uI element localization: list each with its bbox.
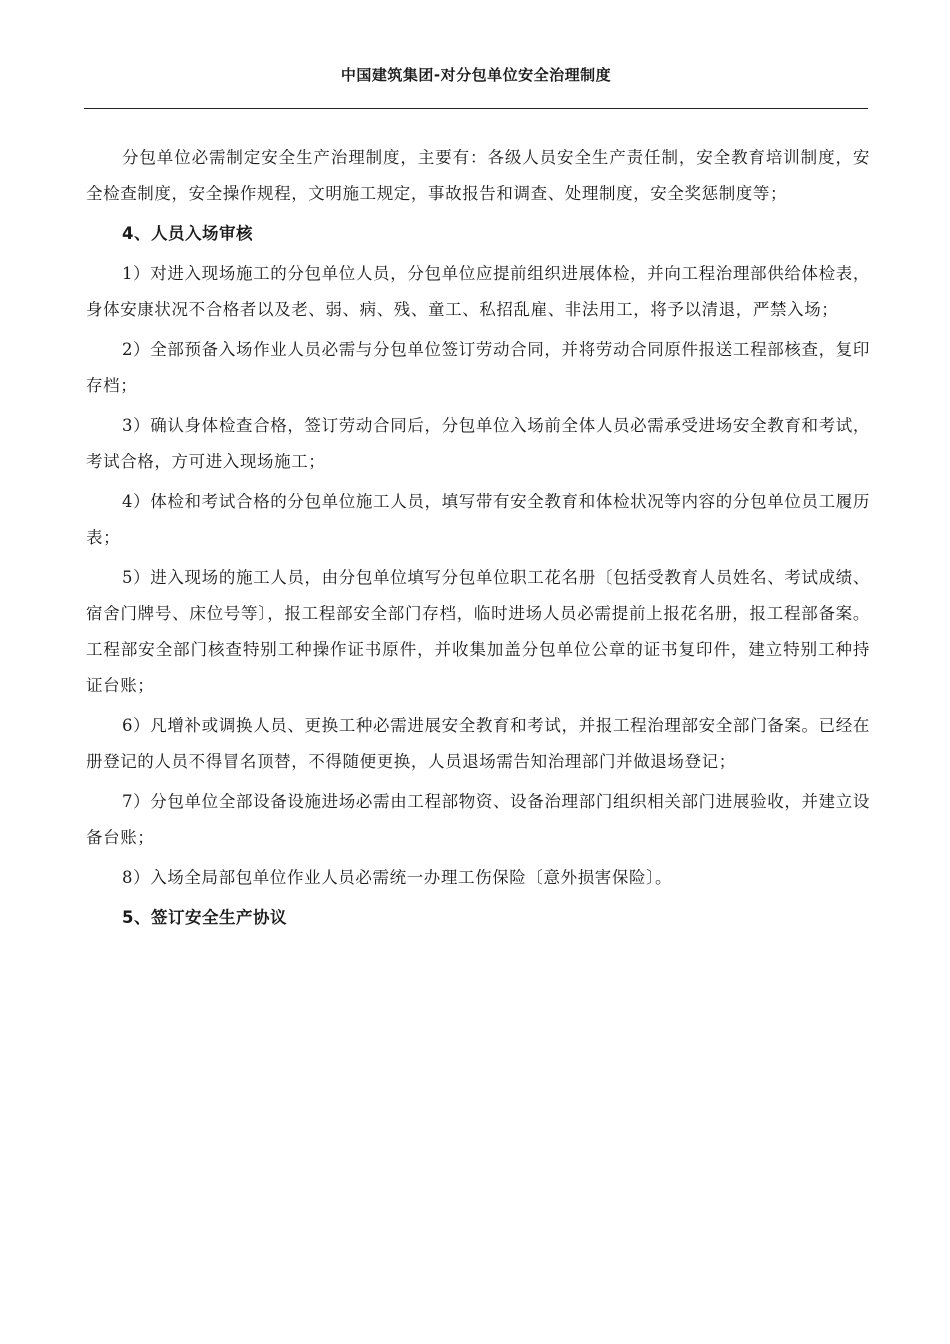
section-4-heading: 4、人员入场审核 <box>122 224 253 243</box>
section-5-heading: 5、签订安全生产协议 <box>122 908 287 927</box>
header-divider <box>84 108 868 109</box>
list-item: 4）体检和考试合格的分包单位施工人员，填写带有安全教育和体检状况等内容的分包单位员工履历表； <box>86 492 870 547</box>
list-item: 8）入场全局部包单位作业人员必需统一办理工伤保险〔意外损害保险〕。 <box>122 868 673 887</box>
page-header-title: 中国建筑集团-对分包单位安全治理制度 <box>340 66 612 84</box>
list-item: 5）进入现场的施工人员，由分包单位填写分包单位职工花名册〔包括受教育人员姓名、考试成绩、宿舍门牌号、床位号等〕，报工程部安全部门存档，临时进场人员必需提前上报花名册，报工程部备案。工程部安全部门核查特别工种操作证书原件，并收集加盖分包单位公章的证书复印件，建立特别工种持证台账； <box>86 568 870 695</box>
list-item: 2）全部预备入场作业人员必需与分包单位签订劳动合同，并将劳动合同原件报送工程部核查，复印存档； <box>86 340 870 395</box>
document-body <box>86 140 870 936</box>
list-item: 3）确认身体检查合格，签订劳动合同后，分包单位入场前全体人员必需承受进场安全教育和考试，考试合格，方可进入现场施工； <box>86 416 870 471</box>
list-item: 1）对进入现场施工的分包单位人员，分包单位应提前组织进展体检，并向工程治理部供给体检表，身体安康状况不合格者以及老、弱、病、残、童工、私招乱雇、非法用工，将予以清退，严禁入场； <box>86 264 870 319</box>
intro-paragraph: 分包单位必需制定安全生产治理制度，主要有：各级人员安全生产责任制，安全教育培训制度，安全检查制度，安全操作规程，文明施工规定，事故报告和调查、处理制度，安全奖惩制度等； <box>86 148 870 203</box>
list-item: 7）分包单位全部设备设施进场必需由工程部物资、设备治理部门组织相关部门进展验收，并建立设备台账； <box>86 792 870 847</box>
list-item: 6）凡增补或调换人员、更换工种必需进展安全教育和考试，并报工程治理部安全部门备案。已经在册登记的人员不得冒名顶替，不得随便更换，人员退场需告知治理部门并做退场登记； <box>86 716 870 771</box>
